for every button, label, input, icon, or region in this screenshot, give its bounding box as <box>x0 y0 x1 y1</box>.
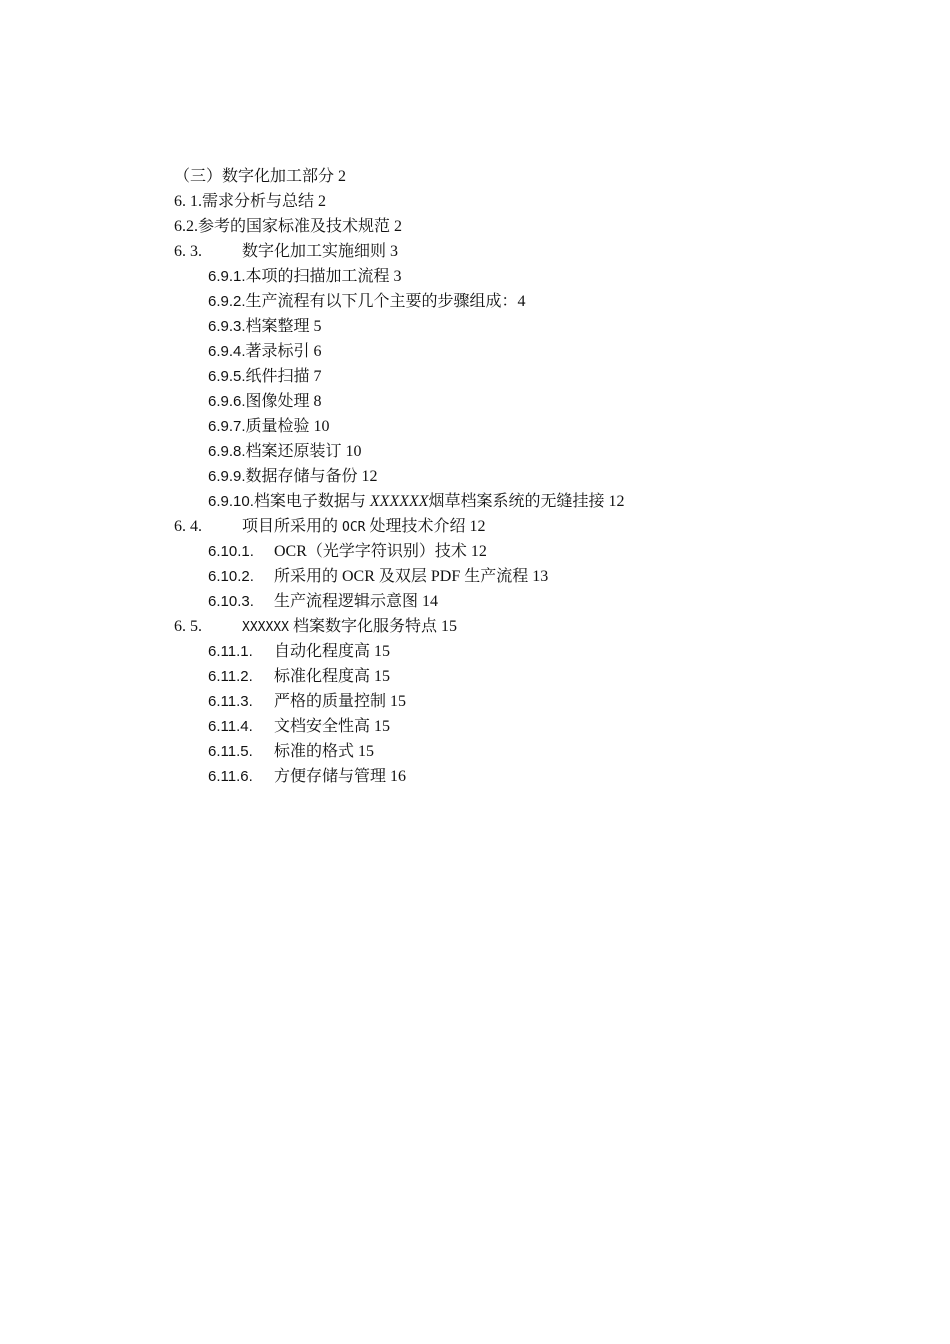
toc-entry-title: 生产流程有以下几个主要的步骤组成：4 <box>245 293 526 310</box>
toc-entry-title: 文档安全性高 15 <box>274 718 391 735</box>
toc-entry[interactable] <box>0 364 950 389</box>
toc-entry[interactable] <box>0 464 950 489</box>
toc-entry-number: 6.11.5. <box>208 743 253 760</box>
toc-entry-number: 6. 5. <box>174 618 202 635</box>
toc-entry[interactable] <box>0 539 950 564</box>
toc-entry-title-part: 烟草档案系统的无缝挂接 12 <box>428 493 625 510</box>
toc-entry[interactable] <box>0 164 950 189</box>
toc-entry-title: 需求分析与总结 2 <box>202 193 327 210</box>
toc-entry-number: 6.11.4. <box>208 718 253 735</box>
toc-entry-title: 自动化程度高 15 <box>274 643 391 660</box>
toc-entry-title: 著录标引 6 <box>245 343 322 360</box>
toc-entry[interactable] <box>0 439 950 464</box>
toc-entry-title: 参考的国家标准及技术规范 2 <box>198 218 403 235</box>
toc-entry-number: 6.9.2. <box>208 293 246 310</box>
toc-entry[interactable] <box>0 389 950 414</box>
toc-entry-title: OCR（光学字符识别）技术 12 <box>274 543 487 560</box>
toc-entry-number: 6.9.6. <box>208 393 246 410</box>
toc-entry[interactable] <box>0 214 950 239</box>
toc-entry[interactable] <box>0 739 950 764</box>
toc-entry[interactable] <box>0 414 950 439</box>
toc-entry-number: 6. 3. <box>174 243 202 260</box>
toc-entry-number: 6.10.2. <box>208 568 254 585</box>
toc-entry-number: 6.10.1. <box>208 543 254 560</box>
toc-entry[interactable] <box>0 664 950 689</box>
toc-entry-title-part: 项目所采用的 <box>242 518 343 535</box>
toc-entry[interactable] <box>0 264 950 289</box>
toc-entry[interactable] <box>0 689 950 714</box>
toc-entry-title: 图像处理 8 <box>245 393 322 410</box>
toc-entry[interactable] <box>0 289 950 314</box>
toc-entry-number: 6.9.3. <box>208 318 246 335</box>
toc-entry[interactable] <box>0 239 950 264</box>
toc-entry-title-code: XXXXXX <box>242 620 289 635</box>
toc-entry-title: 严格的质量控制 15 <box>274 693 407 710</box>
toc-entry-title-code: OCR <box>342 520 366 535</box>
toc-entry-number: 6.9.5. <box>208 368 246 385</box>
toc-entry-number: 6.9.10. <box>208 493 254 510</box>
table-of-contents <box>0 164 950 789</box>
toc-entry-number: 6.11.2. <box>208 668 253 685</box>
toc-entry-title: 质量检验 10 <box>245 418 330 435</box>
toc-entry[interactable] <box>0 614 950 639</box>
toc-entry-number: 6.2. <box>174 218 198 235</box>
toc-entry-title: 数据存储与备份 12 <box>245 468 378 485</box>
toc-entry-number: 6.11.3. <box>208 693 253 710</box>
toc-entry-title: 数字化加工实施细则 3 <box>242 243 399 260</box>
toc-entry-title: 档案整理 5 <box>245 318 322 335</box>
toc-entry-title-part: 档案数字化服务特点 15 <box>288 618 457 635</box>
toc-entry[interactable] <box>0 314 950 339</box>
toc-entry-number: 6.11.6. <box>208 768 253 785</box>
toc-entry-number: 6.9.8. <box>208 443 246 460</box>
toc-entry-number: 6.9.7. <box>208 418 246 435</box>
toc-entry-title: 所采用的 OCR 及双层 PDF 生产流程 13 <box>274 568 549 585</box>
toc-entry-number: 6. 1. <box>174 193 202 210</box>
toc-entry-title-part: 档案电子数据与 <box>253 493 370 510</box>
toc-entry[interactable] <box>0 514 950 539</box>
toc-entry-number: 6.9.9. <box>208 468 246 485</box>
toc-entry-title: 标准的格式 15 <box>274 743 375 760</box>
toc-entry-text: （三）数字化加工部分 2 <box>174 168 347 185</box>
toc-entry-title: 标准化程度高 15 <box>274 668 391 685</box>
toc-entry-number: 6. 4. <box>174 518 202 535</box>
toc-entry[interactable] <box>0 589 950 614</box>
toc-entry[interactable] <box>0 189 950 214</box>
toc-entry-title: 生产流程逻辑示意图 14 <box>274 593 439 610</box>
toc-entry[interactable] <box>0 714 950 739</box>
toc-entry-number: 6.9.1. <box>208 268 246 285</box>
toc-entry[interactable] <box>0 489 950 514</box>
toc-entry-title-placeholder: XXXXXX <box>369 493 429 510</box>
toc-entry-number: 6.10.3. <box>208 593 254 610</box>
toc-entry-title: 本项的扫描加工流程 3 <box>245 268 402 285</box>
toc-entry-title: 纸件扫描 7 <box>245 368 322 385</box>
toc-entry-title: 档案还原装订 10 <box>245 443 362 460</box>
toc-entry-title-part: 处理技术介绍 12 <box>365 518 486 535</box>
toc-entry[interactable] <box>0 564 950 589</box>
toc-entry-number: 6.9.4. <box>208 343 246 360</box>
toc-entry[interactable] <box>0 639 950 664</box>
toc-entry-title: 方便存储与管理 16 <box>274 768 407 785</box>
toc-entry[interactable] <box>0 339 950 364</box>
toc-entry-number: 6.11.1. <box>208 643 253 660</box>
toc-entry[interactable] <box>0 764 950 789</box>
